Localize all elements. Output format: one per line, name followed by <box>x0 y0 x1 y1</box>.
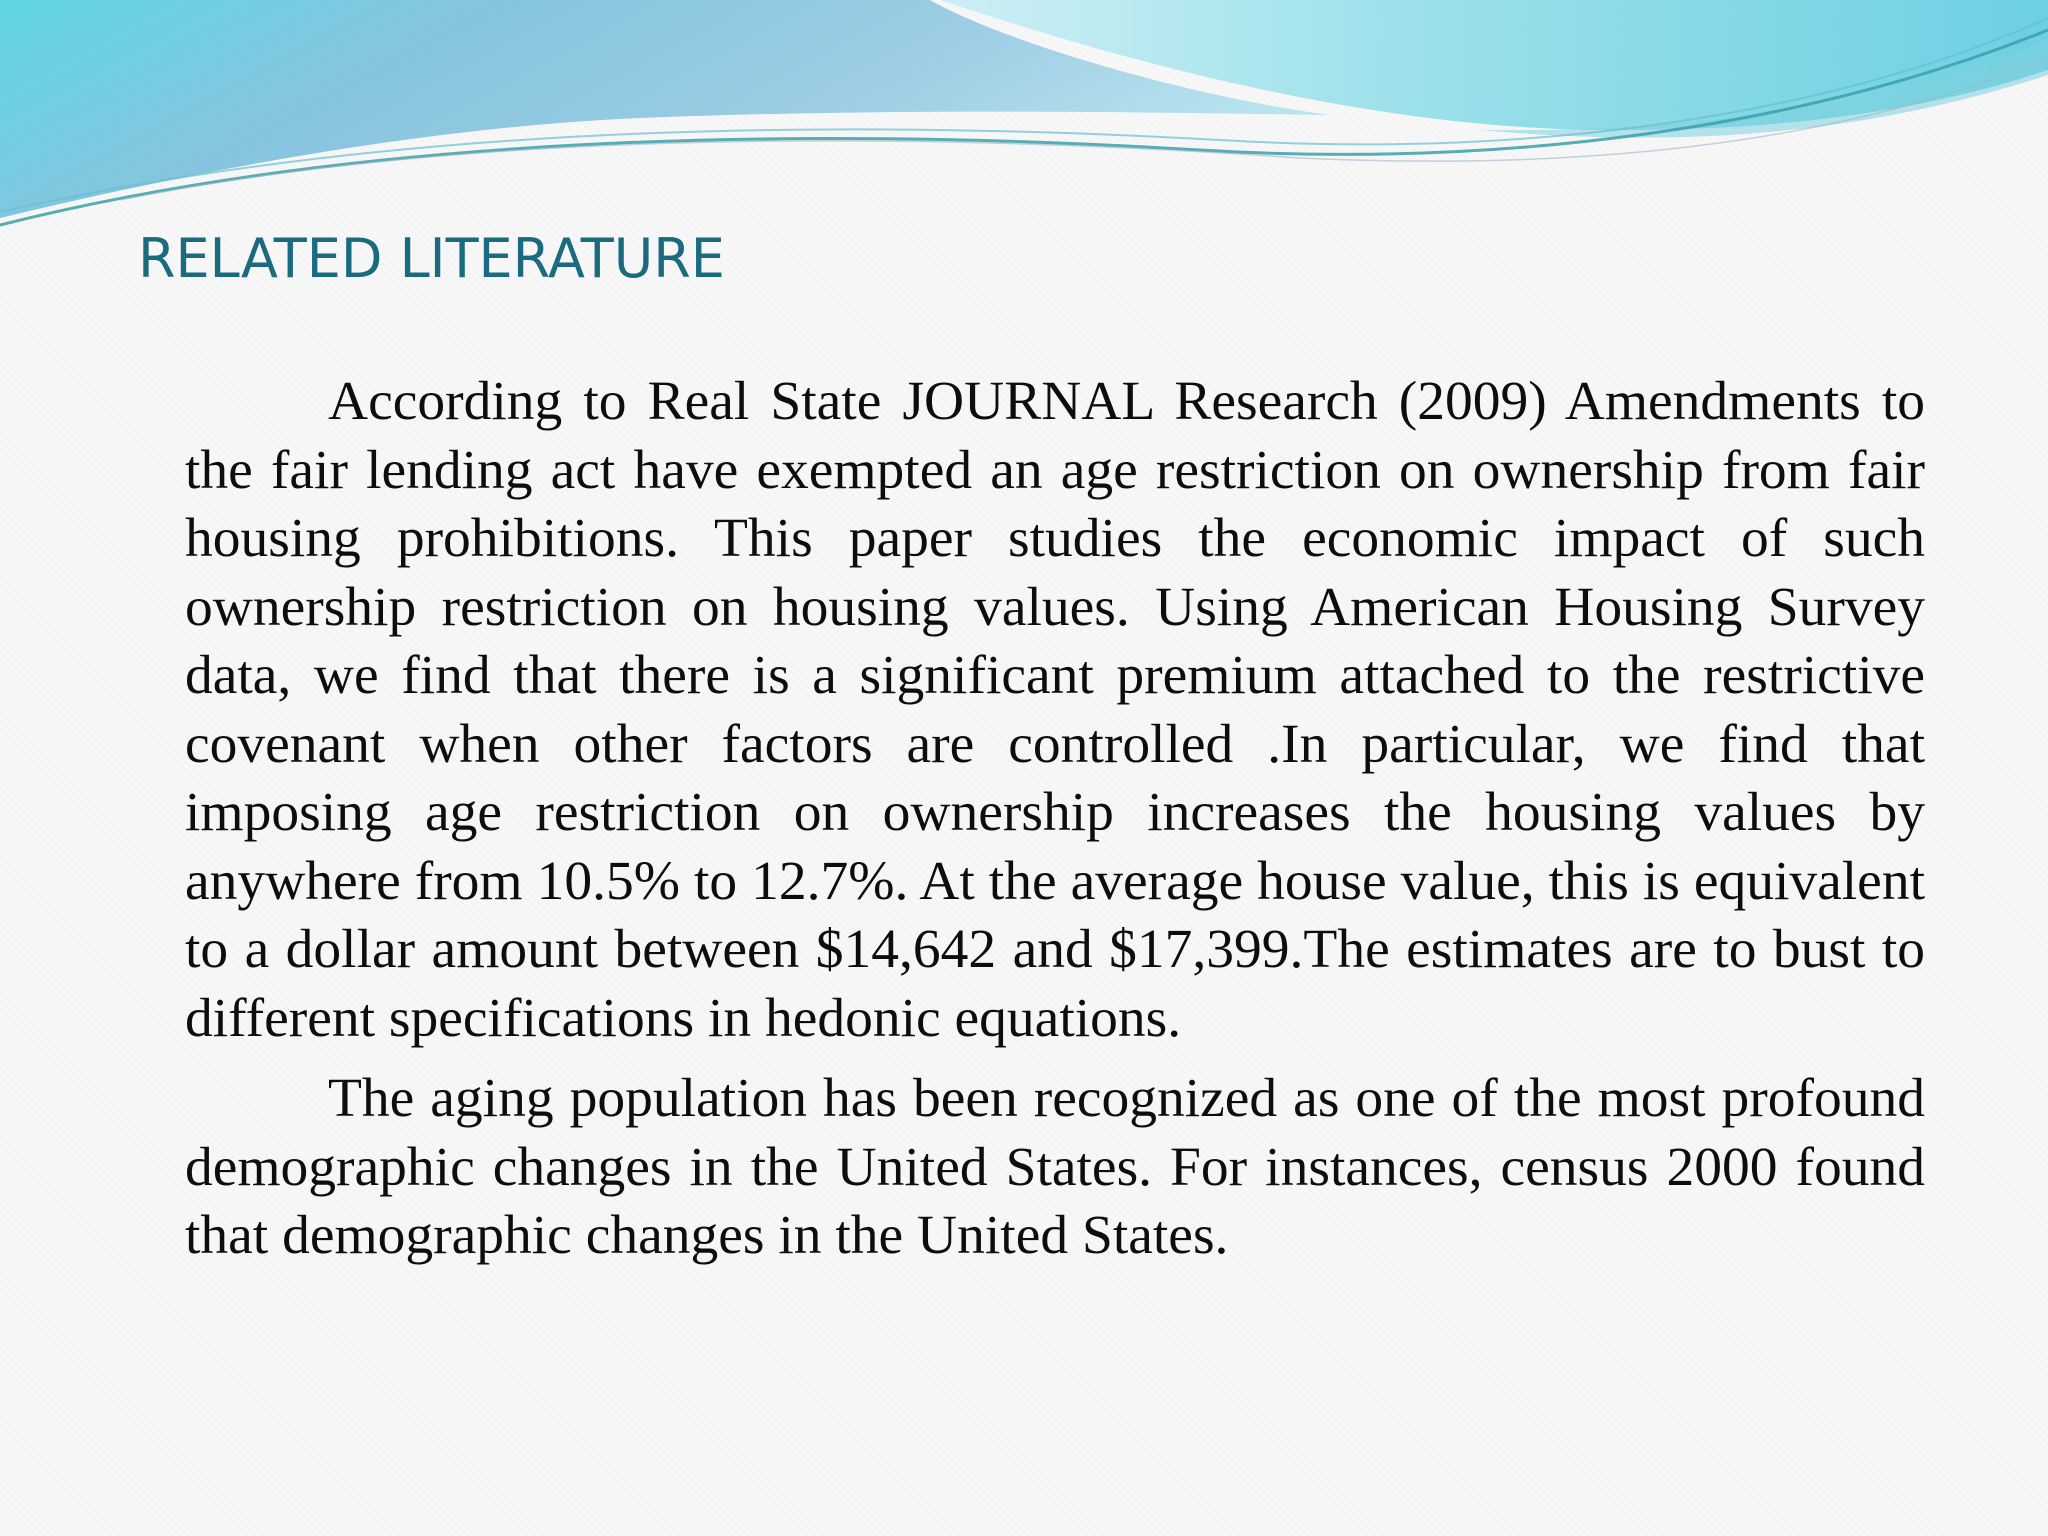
paragraph-1: According to Real State JOURNAL Research (2009) Amendments to the fair lending act have exempted an age restriction on ownership from fair housing prohibitions. This paper studies the economic impact of such ownership restriction on housing values. Using American Housing Survey data, we find that there is a significant premium attached to the restrictive covenant when other factors are controlled .In particular, we find that imposing age restriction on ownership increases the housing values by anywhere from 10.5% to 12.7%. At the average house value, this is equivalent to a dollar amount between $14,642 and $17,399.The estimates are to bust to different specifications in hedonic equations. <box>185 371 1925 1049</box>
paragraph-2: The aging population has been recognized as one of the most profound demographic changes in the United States. For instances, census 2000 found that demographic changes in the United States. <box>185 1068 1925 1266</box>
slide-title: RELATED LITERATURE <box>138 227 725 290</box>
header-wave-decoration <box>0 0 2048 240</box>
body-text <box>185 368 1925 1283</box>
